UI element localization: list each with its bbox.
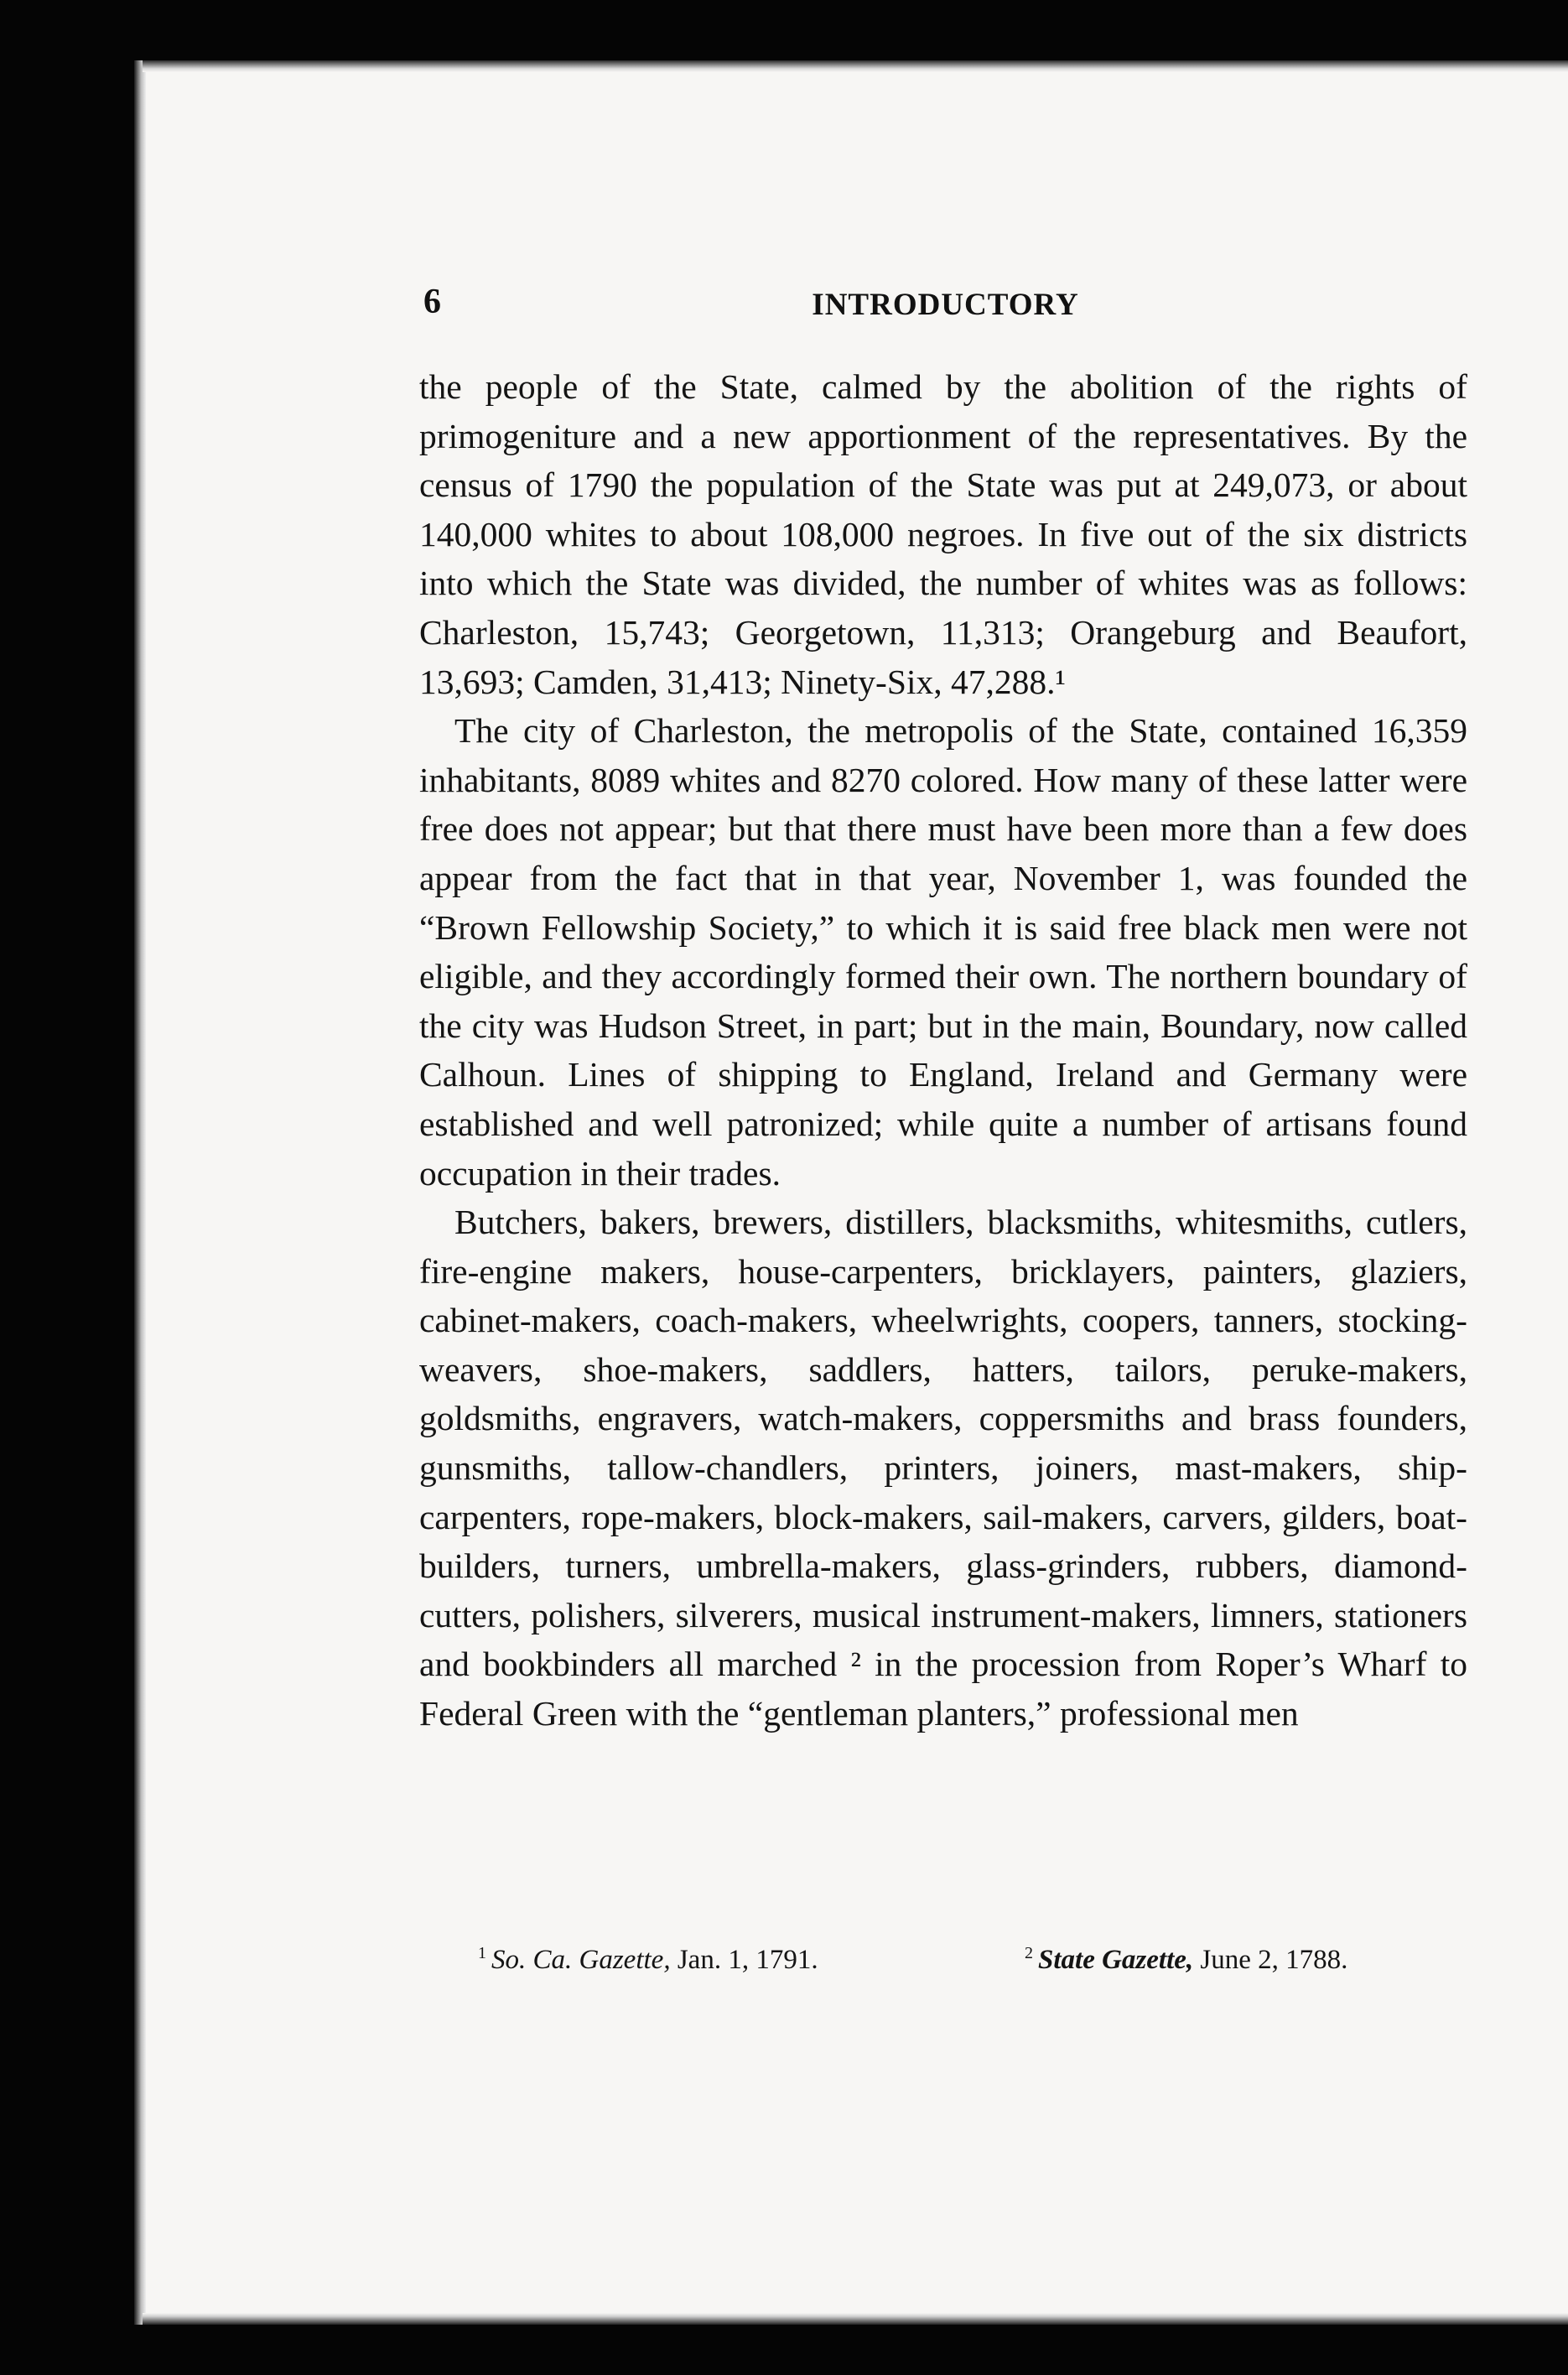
footnote-1 [478,1944,818,1976]
footnote-source: State Gazette, [1038,1945,1194,1975]
footnote-marker: 1 [478,1944,486,1962]
body-text [419,362,1467,1738]
footnote-source: So. Ca. Gazette, [491,1945,671,1975]
paragraph-3: Butchers, bakers, brewers, distillers, blacksmiths, whitesmiths, cutlers, fire-engine makers, house-carpenters, bricklayers, painters, glaziers, cabinet-makers, coach-makers, wheelwrights, coopers, tanners, stocking-weavers, shoe-makers, saddlers, hatters, tailors, peruke-makers, goldsmiths, engravers, watch-makers, coppersmiths and brass founders, gunsmiths, tallow-chandlers, printers, joiners, mast-makers, ship-carpenters, rope-makers, block-makers, sail-makers, carvers, gilders, boat-builders, turners, umbrella-makers, glass-grinders, rubbers, diamond-cutters, polishers, silverers, musical instrument-makers, limners, stationers and bookbinders all marched ² in the procession from Roper’s Wharf to Federal Green with the “gentleman planters,” professional men [419,1203,1467,1733]
running-head [423,282,1467,332]
chapter-title: INTRODUCTORY [812,288,1079,322]
footnotes [419,1944,1467,1986]
page-bottom-edge [143,2313,1568,2325]
footnote-detail: Jan. 1, 1791. [677,1945,818,1975]
footnote-marker: 2 [1025,1944,1033,1962]
page-top-edge [143,60,1568,72]
footnote-2 [1025,1944,1347,1976]
paragraph-2: The city of Charleston, the metropolis of the State, contained 16,359 inhabitants, 8089 whites and 8270 colored. How many of these latter were free does not appear; but that there must have been more than a few does appear from the fact that in that year, November 1, was founded the “Brown Fellowship Society,” to which it is said free black men were not eligible, and they accordingly formed their own. The northern boundary of the city was Hudson Street, in part; but in the main, Boundary, now called Calhoun. Lines of shipping to England, Ireland and Germany were established and well patronized; while quite a number of artisans found occupation in their trades. [419,711,1467,1193]
footnote-detail: June 2, 1788. [1200,1945,1348,1975]
page-number: 6 [423,283,441,321]
paragraph-1: the people of the State, calmed by the abolition of the rights of primogeniture and a new apportionment of the representatives. By the census of 1790 the population of the State was put at 249,073, or about 140,000 whites to about 108,000 negroes. In five out of the six districts into which the State was divided, the number of whites was as follows: Charleston, 15,743; Georgetown, 11,313; Orangeburg and Beaufort, 13,693; Camden, 31,413; Ninety-Six, 47,288.¹ [419,367,1467,701]
page-left-edge [134,60,146,2325]
